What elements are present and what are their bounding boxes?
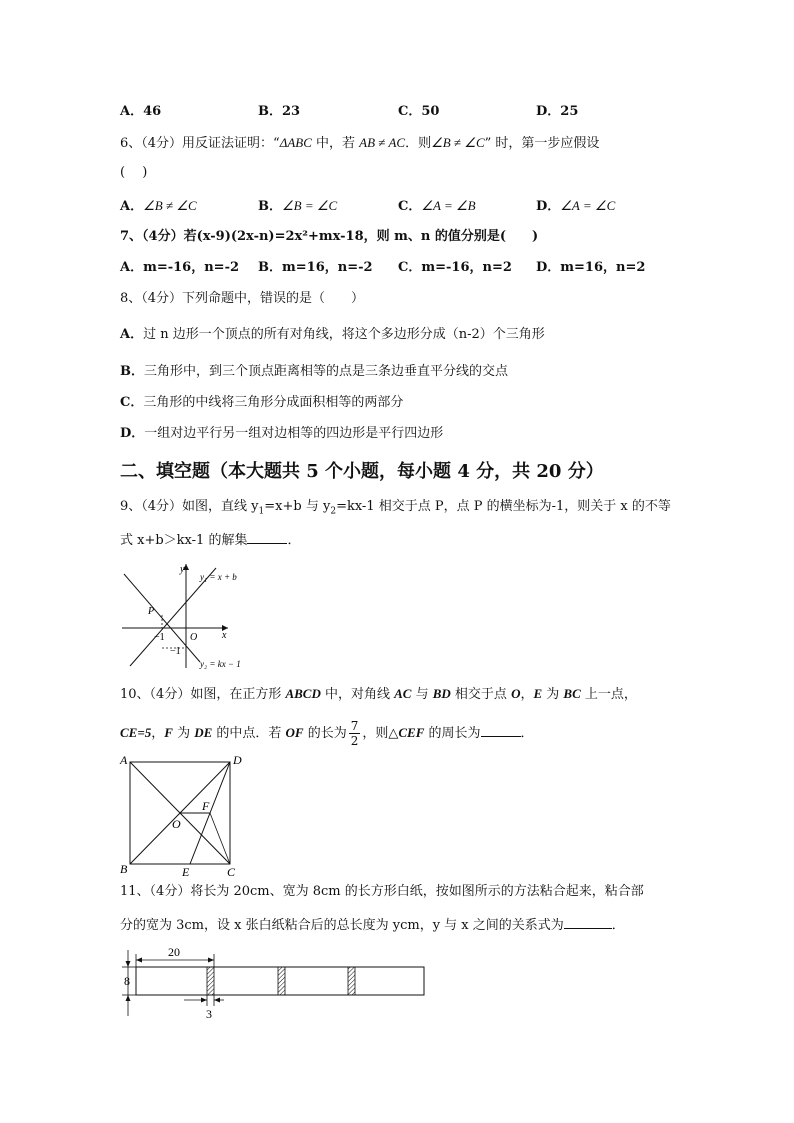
q6-paren: ( ) bbox=[120, 165, 148, 180]
label-o: O bbox=[172, 817, 181, 831]
x-tick-label: −1 bbox=[154, 632, 165, 643]
width-label: 8 bbox=[124, 974, 130, 988]
overlap-2 bbox=[278, 967, 285, 995]
x-axis-label: x bbox=[222, 630, 227, 641]
q8-option-b: B．三角形中，到三个顶点距离相等的点是三条边垂直平分线的交点 bbox=[120, 364, 509, 379]
y-axis-label: y bbox=[180, 564, 185, 575]
q11-line1: 11、（4分）将长为 20cm、宽为 8cm 的长方形白纸，按如图所示的方法粘合起来，粘合部 bbox=[120, 884, 644, 899]
q5-option-b: B．23 bbox=[258, 104, 301, 119]
line-y2 bbox=[124, 574, 200, 662]
q6-option-c: C．∠A = ∠B bbox=[398, 198, 476, 214]
q7-stem: 7、（4分）若(x-9)(2x-n)=2x²+mx-18，则 m、n 的值分别是( ) bbox=[120, 229, 539, 244]
q10-line1: 10、（4分）如图，在正方形 ABCD 中，对角线 AC 与 BD 相交于点 O，E 为 BC 上一点， bbox=[120, 686, 637, 702]
q11-line2: 分的宽为 3cm，设 x 张白纸粘合后的总长度为 ycm，y 与 x 之间的关系式为 ． bbox=[120, 915, 625, 935]
q7-option-b: B．m=16，n=-2 bbox=[258, 260, 373, 275]
label-b: B bbox=[120, 862, 128, 876]
q9-figure bbox=[118, 560, 258, 670]
q7-option-a: A．m=-16，n=-2 bbox=[120, 260, 240, 275]
q8-stem: 8、（4分）下列命题中，错误的是（ ） bbox=[120, 291, 365, 306]
q8-option-d: D．一组对边平行另一组对边相等的四边形是平行四边形 bbox=[120, 426, 444, 441]
q5-option-c: C．50 bbox=[398, 104, 440, 119]
q9-line2: 式 x+b＞kx-1 的解集 ． bbox=[120, 530, 300, 550]
q5-option-a: A．46 bbox=[120, 104, 162, 119]
q9-line1: 9、（4分）如图，直线 $y_1=x+b$ 与 $y_2=kx-1$ 相交于点 P，点 P 的横坐标为-1，则关于 x 的不等 bbox=[120, 499, 671, 517]
length-label: 20 bbox=[168, 945, 180, 959]
q9-answer-blank[interactable] bbox=[247, 530, 287, 544]
label-c: C bbox=[227, 865, 236, 878]
q7-option-d: D．m=16，n=2 bbox=[536, 260, 646, 275]
label-d: D bbox=[233, 753, 242, 767]
line-y1-label: y₁ = x + b bbox=[200, 572, 237, 582]
q7-option-c: C．m=-16，n=2 bbox=[398, 260, 512, 275]
q10-figure bbox=[118, 752, 248, 878]
fraction-seven-halves: $\frac{7}{2}$ bbox=[350, 719, 359, 748]
label-f: F bbox=[202, 799, 210, 813]
q6-option-b: B．∠B = ∠C bbox=[258, 198, 338, 214]
origin-label: O bbox=[190, 632, 198, 643]
q6-option-d: D．∠A = ∠C bbox=[536, 198, 616, 214]
overlap-label: 3 bbox=[206, 1007, 212, 1020]
overlap-3 bbox=[348, 967, 355, 995]
section-title: 二、填空题（本大题共 5 个小题，每小题 4 分，共 20 分） bbox=[120, 461, 604, 482]
q11-answer-blank[interactable] bbox=[564, 915, 612, 929]
y-tick-label: −1 bbox=[170, 646, 181, 657]
segment-fc bbox=[210, 813, 230, 864]
overlap-1 bbox=[207, 967, 214, 995]
label-a: A bbox=[120, 753, 128, 767]
line-y2-label: y₂ = kx − 1 bbox=[200, 659, 241, 669]
q6-option-a: A．∠B ≠ ∠C bbox=[120, 198, 197, 214]
q5-option-d: D．25 bbox=[536, 104, 579, 119]
q8-option-a: A．过 n 边形一个顶点的所有对角线，将这个多边形分成（n-2）个三角形 bbox=[120, 327, 545, 342]
q10-answer-blank[interactable] bbox=[481, 723, 521, 737]
q10-line2: CE=5，F 为 DE 的中点．若 OF 的长为 $\frac{7}{2}$ ，则△CEF 的周长为 ． bbox=[120, 719, 534, 748]
label-e: E bbox=[182, 865, 190, 878]
q6-stem: 6、（4分）用反证法证明：“ΔABC 中，若 AB ≠ AC．则∠B ≠ ∠C” 时，第一步应假设 bbox=[120, 135, 600, 151]
q8-option-c: C．三角形的中线将三角形分成面积相等的两部分 bbox=[120, 395, 404, 410]
q11-figure bbox=[118, 940, 438, 1020]
point-p-label: P bbox=[148, 606, 155, 617]
